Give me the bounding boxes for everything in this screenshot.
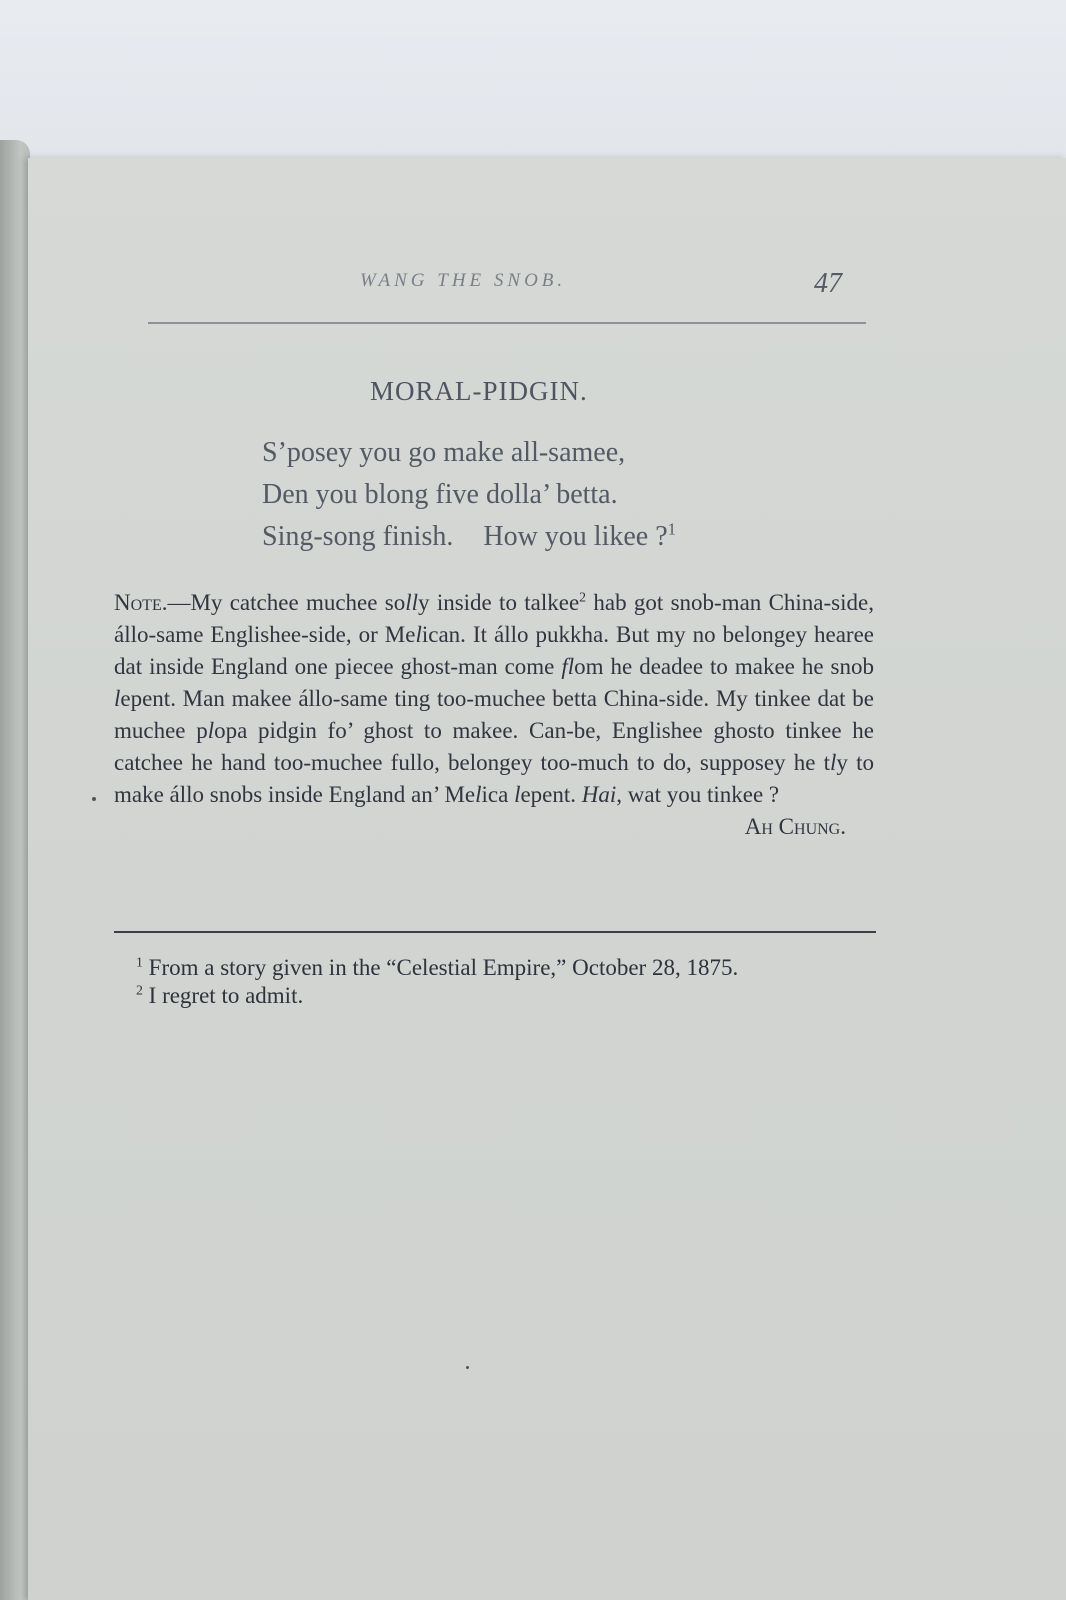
- footnote-text: I regret to admit.: [142, 983, 304, 1008]
- footnote-text: From a story given in the “Celestial Empire,” October 28, 1875.: [142, 955, 739, 980]
- verse-line-part: How you likee ?: [483, 521, 668, 552]
- footnotes: [108, 954, 876, 1010]
- note-italic: l: [114, 686, 121, 711]
- footnote-ref: 2: [579, 589, 587, 605]
- note-italic: Hai: [581, 782, 617, 807]
- note-italic: fl: [561, 654, 575, 679]
- note-text: ica: [481, 782, 515, 807]
- facing-page-edge: [0, 140, 30, 1600]
- verse-line: S’posey you go make all-samee,: [262, 437, 626, 468]
- note-text: epent.: [520, 782, 582, 807]
- footnote: [108, 954, 876, 982]
- verse-line-part: Sing-song finish.: [262, 521, 454, 552]
- note-text: y inside to talkee: [418, 590, 580, 615]
- footnote-mark: 1: [136, 954, 143, 970]
- book-page: [28, 158, 1066, 1600]
- note-text: epent. Man makee állo-same ting too-muchee betta China-side. My tinkee dat be muchee p: [114, 686, 874, 743]
- note-italic: l: [207, 718, 215, 743]
- footnote-mark: 2: [136, 982, 143, 998]
- verse-line: Den you blong five dolla’ betta.: [262, 479, 618, 510]
- note-text: My catchee muchee so: [190, 590, 406, 615]
- page-number: 47: [814, 268, 842, 299]
- footnote-rule: [114, 931, 876, 933]
- note-paragraph: [114, 587, 874, 843]
- note-text: y to make állo snobs inside England an’ Me: [114, 750, 874, 807]
- note-text: hab got snob-man China-side, állo-same Englishee-side, or Me: [114, 590, 874, 647]
- note-text: ican. It állo pukkha. But my no belongey hearee dat inside England one piecee ghost-man come: [114, 622, 874, 679]
- verse-line: [262, 516, 676, 558]
- note-text: , wat you tinkee ?: [616, 782, 780, 807]
- note-italic: l: [415, 622, 422, 647]
- note-signature: Ah Chung.: [744, 814, 846, 839]
- note-italic: l: [830, 750, 837, 775]
- paper-speck: [92, 797, 96, 801]
- note-italic: l: [514, 782, 521, 807]
- running-head: WANG THE SNOB.: [360, 270, 567, 291]
- paper-speck: [466, 1366, 469, 1369]
- note-text: opa pidgin fo’ ghost to makee. Can-be, Englishee ghosto tinkee he catchee he hand too-muchee fullo, belongey too-much to do, supposey he t: [114, 718, 874, 775]
- note-italic: ll: [405, 590, 419, 615]
- footnote-ref: 1: [667, 519, 677, 539]
- note-label: Note.: [114, 590, 168, 615]
- header-rule: [148, 322, 866, 324]
- footnote: [108, 982, 876, 1010]
- verse-block: [262, 432, 676, 558]
- poem-title: MORAL-PIDGIN.: [370, 376, 588, 406]
- note-dash: —: [167, 590, 191, 615]
- note-italic: l: [475, 782, 482, 807]
- note-text: om he deadee to makee he snob: [574, 654, 874, 679]
